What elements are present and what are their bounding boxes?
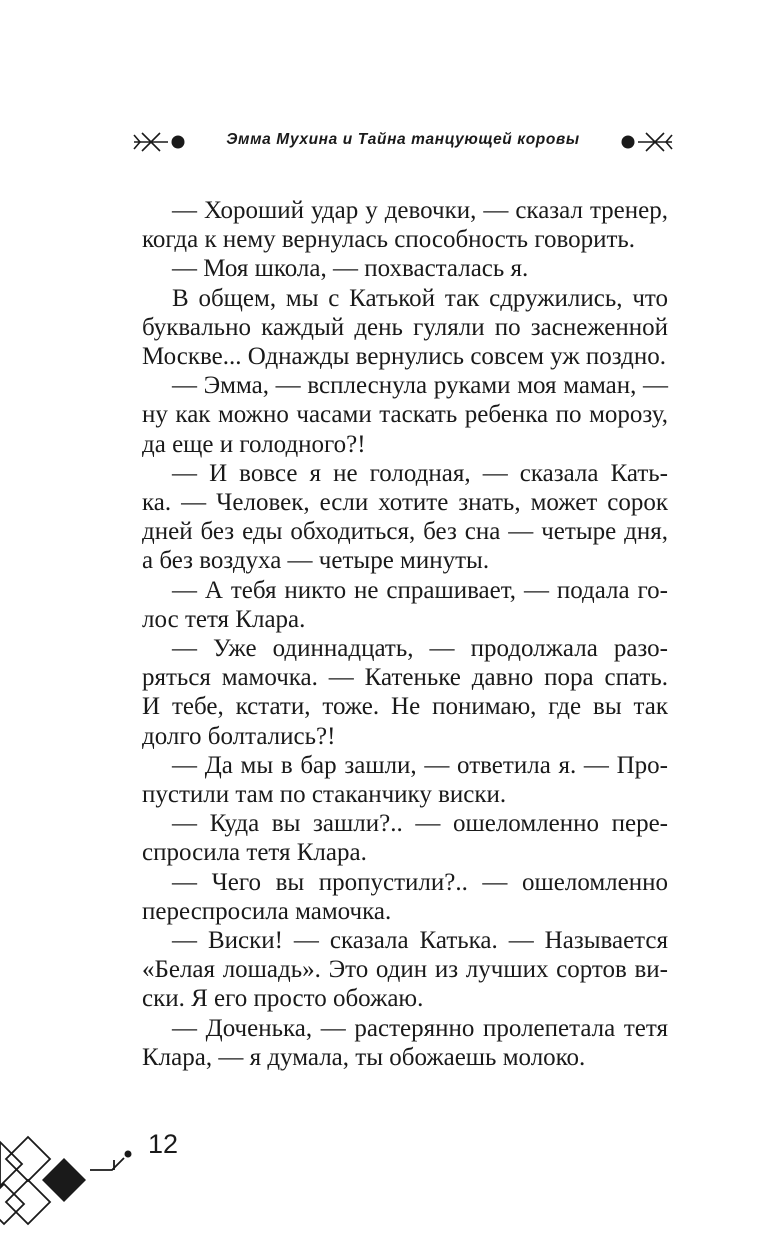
text-line: — Хороший удар у девочки, — сказал тренер, [172, 197, 668, 224]
running-head-title: Эмма Мухина и Тайна танцующей коровы [226, 131, 580, 148]
text-line: ряться мамочка. — Катеньке давно пора спать. [142, 664, 668, 692]
paragraph [142, 634, 668, 751]
text-line: Клара, — я думала, ты обожаешь молоко. [142, 1043, 586, 1071]
text-line: — Чего вы пропустили?.. — ошеломленно [172, 868, 668, 896]
paragraph [142, 196, 668, 254]
paragraph [142, 576, 668, 634]
text-line: дней без еды обходиться, без сна — четыре дня, [142, 518, 668, 546]
text-line: долго болтались?! [142, 722, 336, 750]
paragraph [142, 371, 668, 459]
text-line: да еще и голодного?! [142, 430, 366, 458]
text-line: «Белая лошадь». Это один из лучших сортов ви- [142, 956, 668, 984]
paragraph [142, 459, 668, 576]
paragraph [142, 254, 668, 283]
paragraph [142, 868, 668, 926]
text-line: когда к нему вернулась способность говорить. [142, 226, 636, 254]
page-number: 12 [148, 1129, 179, 1159]
paragraph [142, 809, 668, 867]
text-line: ски. Я его просто обожаю. [142, 985, 424, 1013]
paragraph [142, 284, 668, 372]
text-line: В общем, мы с Катькой так сдружились, что [172, 284, 668, 312]
text-line: — Да мы в бар зашли, — ответила я. — Про- [172, 751, 668, 779]
text-line: буквально каждый день гуляли по заснеженной [142, 313, 668, 341]
text-line: спросила тетя Клара. [142, 839, 367, 867]
text-line: — Виски! — сказала Катька. — Называется [172, 927, 668, 955]
text-line: а без воздуха — четыре минуты. [142, 547, 490, 575]
text-line: — И вовсе я не голодная, — сказала Кать- [172, 459, 668, 487]
text-line: — Уже одиннадцать, — продолжала разо- [172, 635, 668, 663]
text-line: пустили там по стаканчику виски. [142, 781, 507, 809]
text-line: Москве... Однажды вернулись совсем уж поздно. [142, 343, 666, 371]
running-head [130, 122, 676, 162]
text-line: — Доченька, — растерянно пролепетала тетя [172, 1014, 668, 1042]
diamond-chain-ornament-icon [0, 1124, 150, 1240]
text-line: ка. — Человек, если хотите знать, может сорок [142, 489, 668, 517]
text-line: — Эмма, — всплеснула руками моя маман, — [172, 372, 668, 400]
text-line: — Моя школа, — похвасталась я. [172, 255, 529, 283]
text-line: — Куда вы зашли?.. — ошеломленно пере- [172, 810, 668, 838]
text-line: ну как можно часами таскать ребенка по морозу, [142, 401, 668, 429]
paragraph [142, 1014, 668, 1072]
text-line: И тебе, кстати, тоже. Не понимаю, где вы так [142, 693, 668, 721]
dot-crossed-arrows-icon [620, 122, 676, 162]
paragraph [142, 751, 668, 809]
crossed-arrows-dot-icon [130, 122, 186, 162]
text-line: переспросила мамочка. [142, 897, 392, 925]
paragraph [142, 926, 668, 1014]
text-line: лос тетя Клара. [142, 605, 306, 633]
body-text [142, 196, 668, 1072]
text-line: — А тебя никто не спрашивает, — подала го- [172, 576, 668, 604]
